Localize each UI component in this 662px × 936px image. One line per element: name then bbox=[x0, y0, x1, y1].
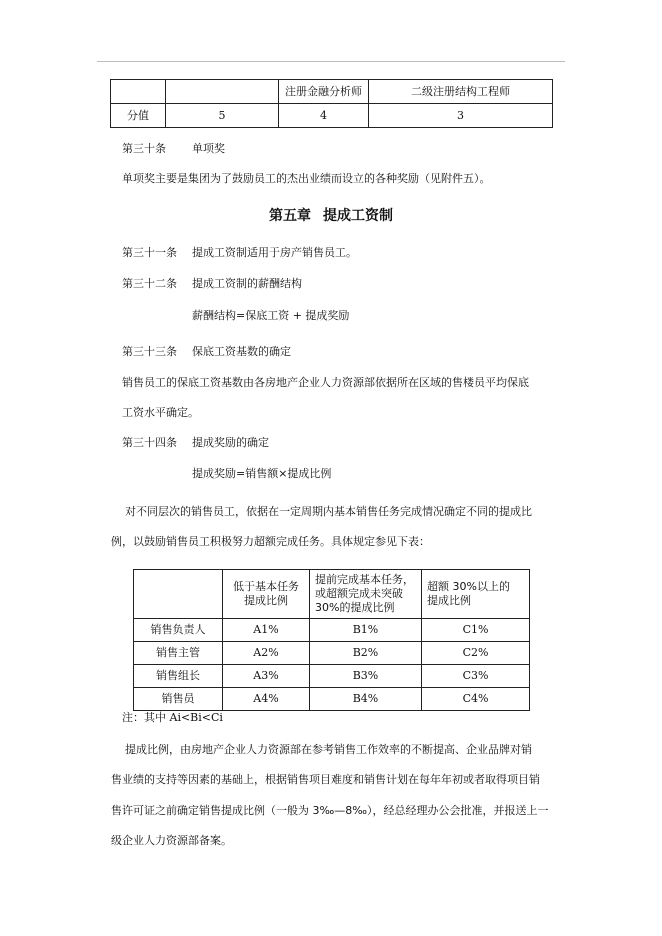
header-line: 超额 30%以上的 bbox=[427, 580, 510, 594]
table-cell: 销售负责人 bbox=[134, 619, 223, 642]
table-cell: 分值 bbox=[111, 104, 166, 128]
header-line: 或超额完成未突破 bbox=[315, 587, 403, 601]
article-text: 保底工资基数的确定 bbox=[192, 345, 291, 358]
table-note: 注：其中 Ai<Bi<Ci bbox=[122, 711, 223, 724]
chapter-number: 第五章 bbox=[269, 208, 311, 224]
table-header-row bbox=[134, 570, 530, 619]
article-31 bbox=[122, 246, 357, 260]
paragraph: 级企业人力资源部备案。 bbox=[111, 834, 232, 847]
table-cell: 销售组长 bbox=[134, 665, 223, 688]
paragraph: 对不同层次的销售员工，依据在一定周期内基本销售任务完成情况确定不同的提成比 bbox=[125, 505, 532, 518]
paragraph: 单项奖主要是集团为了鼓励员工的杰出业绩而设立的各种奖励（见附件五）。 bbox=[122, 172, 491, 185]
table-cell: B4% bbox=[310, 688, 422, 711]
table-cell: B2% bbox=[310, 642, 422, 665]
paragraph: 提成比例，由房地产企业人力资源部在参考销售工作效率的不断提高、企业品牌对销 bbox=[125, 743, 532, 756]
formula: 提成奖励=销售额×提成比例 bbox=[192, 467, 332, 480]
table-row bbox=[111, 104, 553, 128]
article-33 bbox=[122, 345, 291, 359]
table-header-cell bbox=[422, 570, 530, 619]
article-number: 第三十二条 bbox=[122, 277, 177, 290]
table-row bbox=[111, 80, 553, 104]
table-cell: 销售员 bbox=[134, 688, 223, 711]
table-cell: B1% bbox=[310, 619, 422, 642]
commission-table bbox=[133, 569, 530, 711]
article-text: 提成奖励的确定 bbox=[192, 436, 269, 449]
article-30 bbox=[122, 142, 225, 156]
table-cell: A1% bbox=[223, 619, 310, 642]
header-line: 提成比例 bbox=[427, 594, 471, 607]
page-top-rule bbox=[97, 61, 565, 62]
table-cell: 3 bbox=[369, 104, 553, 128]
article-34 bbox=[122, 436, 269, 450]
table-row bbox=[134, 619, 530, 642]
table-cell: 5 bbox=[166, 104, 279, 128]
table-cell: B3% bbox=[310, 665, 422, 688]
header-line: 提前完成基本任务， bbox=[315, 573, 414, 587]
header-line: 30%的提成比例 bbox=[315, 600, 395, 614]
table-cell bbox=[166, 80, 279, 104]
paragraph: 工资水平确定。 bbox=[122, 406, 199, 419]
paragraph: 售业绩的支持等因素的基础上，根据销售项目难度和销售计划在每年年初或者取得项目销 bbox=[111, 773, 540, 786]
chapter-title: 提成工资制 bbox=[323, 208, 393, 224]
header-line: 提成比例 bbox=[244, 594, 288, 607]
table-cell: C4% bbox=[422, 688, 530, 711]
table-header-cell bbox=[223, 570, 310, 619]
article-number: 第三十一条 bbox=[122, 246, 177, 259]
table-cell: 4 bbox=[279, 104, 369, 128]
header-line: 低于基本任务 bbox=[233, 580, 299, 594]
table-cell: C3% bbox=[422, 665, 530, 688]
article-text: 提成工资制的薪酬结构 bbox=[192, 277, 302, 290]
table-row bbox=[134, 642, 530, 665]
article-number: 第三十三条 bbox=[122, 345, 177, 358]
score-table bbox=[110, 79, 553, 128]
table-cell bbox=[111, 80, 166, 104]
paragraph: 例，以鼓励销售员工积极努力超额完成任务。具体规定参见下表： bbox=[111, 535, 430, 548]
article-text: 提成工资制适用于房产销售员工。 bbox=[192, 246, 357, 259]
table-row bbox=[134, 665, 530, 688]
table-cell: C2% bbox=[422, 642, 530, 665]
paragraph: 售许可证之前确定销售提成比例（一般为 3‰—8‰），经总经理办公会批准，并报送上一 bbox=[111, 804, 549, 817]
table-cell: 注册金融分析师 bbox=[279, 80, 369, 104]
table-cell: A3% bbox=[223, 665, 310, 688]
article-number: 第三十四条 bbox=[122, 436, 177, 449]
table-cell: C1% bbox=[422, 619, 530, 642]
table-cell: A2% bbox=[223, 642, 310, 665]
formula: 薪酬结构=保底工资 + 提成奖励 bbox=[192, 309, 350, 322]
article-number: 第三十条 bbox=[122, 142, 166, 155]
paragraph: 销售员工的保底工资基数由各房地产企业人力资源部依据所在区域的售楼员平均保底 bbox=[122, 376, 529, 389]
article-32 bbox=[122, 277, 302, 291]
table-header-cell bbox=[310, 570, 422, 619]
table-cell: 二级注册结构工程师 bbox=[369, 80, 553, 104]
table-cell: A4% bbox=[223, 688, 310, 711]
table-cell: 销售主管 bbox=[134, 642, 223, 665]
article-title: 单项奖 bbox=[192, 142, 225, 155]
table-row bbox=[134, 688, 530, 711]
table-cell bbox=[134, 570, 223, 619]
chapter-heading bbox=[0, 205, 662, 225]
